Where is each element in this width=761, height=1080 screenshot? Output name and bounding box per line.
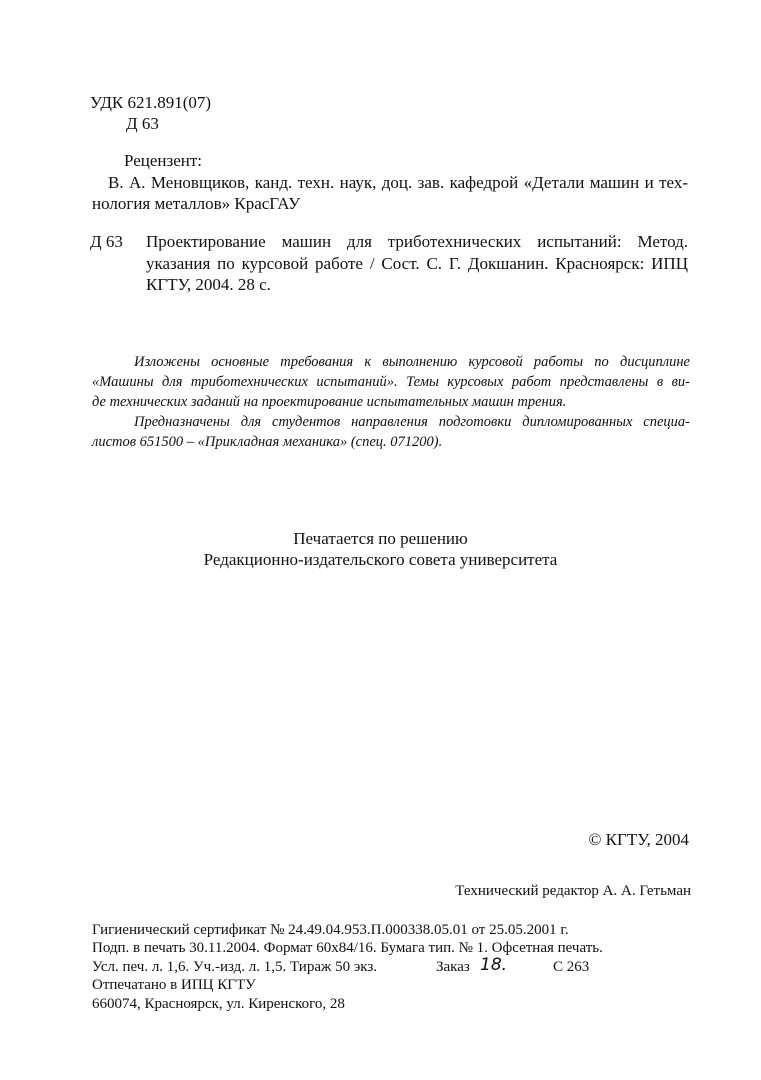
reviewer-line-1: В. А. Меновщиков, канд. техн. наук, доц. зав. кафедрой «Детали машин и тех- bbox=[108, 173, 688, 192]
bibliography-line-2: указания по курсовой работе / Сост. С. Г. Докшанин. Красноярск: ИПЦ bbox=[146, 254, 688, 273]
annotation-p2-line-2: листов 651500 – «Прикладная механика» (спец. 071200). bbox=[92, 434, 443, 450]
annotation-p1-line-2: «Машины для триботехнических испытаний». Темы курсовых работ представлены в ви- bbox=[92, 374, 690, 390]
order-number: 18. bbox=[480, 955, 508, 975]
hygiene-certificate: Гигиенический сертификат № 24.49.04.953.П.000338.05.01 от 25.05.2001 г. bbox=[92, 922, 569, 938]
order-code: С 263 bbox=[553, 959, 590, 975]
bibliography-line-3: КГТУ, 2004. 28 с. bbox=[146, 275, 271, 294]
technical-editor: Технический редактор А. А. Гетьман bbox=[455, 883, 691, 899]
udk-code: УДК 621.891(07) bbox=[90, 93, 212, 112]
order-label: Заказ bbox=[436, 959, 470, 975]
annotation-p2-line-1: Предназначены для студентов направления подготовки дипломированных специа- bbox=[134, 414, 690, 430]
printer-address: 660074, Красноярск, ул. Киренского, 28 bbox=[92, 996, 345, 1012]
copyright: © КГТУ, 2004 bbox=[588, 830, 689, 849]
printed-at: Отпечатано в ИПЦ КГТУ bbox=[92, 977, 256, 993]
print-sheets: Усл. печ. л. 1,6. Уч.-изд. л. 1,5. Тираж 50 экз. bbox=[92, 959, 378, 975]
signed-for-print: Подп. в печать 30.11.2004. Формат 60х84/16. Бумага тип. № 1. Офсетная печать. bbox=[92, 940, 603, 956]
bibliography-line-1: Проектирование машин для триботехнических испытаний: Метод. bbox=[146, 232, 688, 251]
reviewer-label: Рецензент: bbox=[124, 151, 203, 170]
reviewer-line-2: нология металлов» КрасГАУ bbox=[92, 194, 301, 213]
approval-line-2: Редакционно-издательского совета университета bbox=[203, 550, 558, 569]
annotation-p1-line-1: Изложены основные требования к выполнению курсовой работы по дисциплине bbox=[134, 354, 690, 370]
author-mark: Д 63 bbox=[126, 114, 159, 133]
bibliography-code: Д 63 bbox=[90, 232, 123, 251]
approval-line-1: Печатается по решению bbox=[293, 529, 468, 548]
annotation-p1-line-3: де технических заданий на проектирование испытательных машин трения. bbox=[92, 394, 567, 410]
